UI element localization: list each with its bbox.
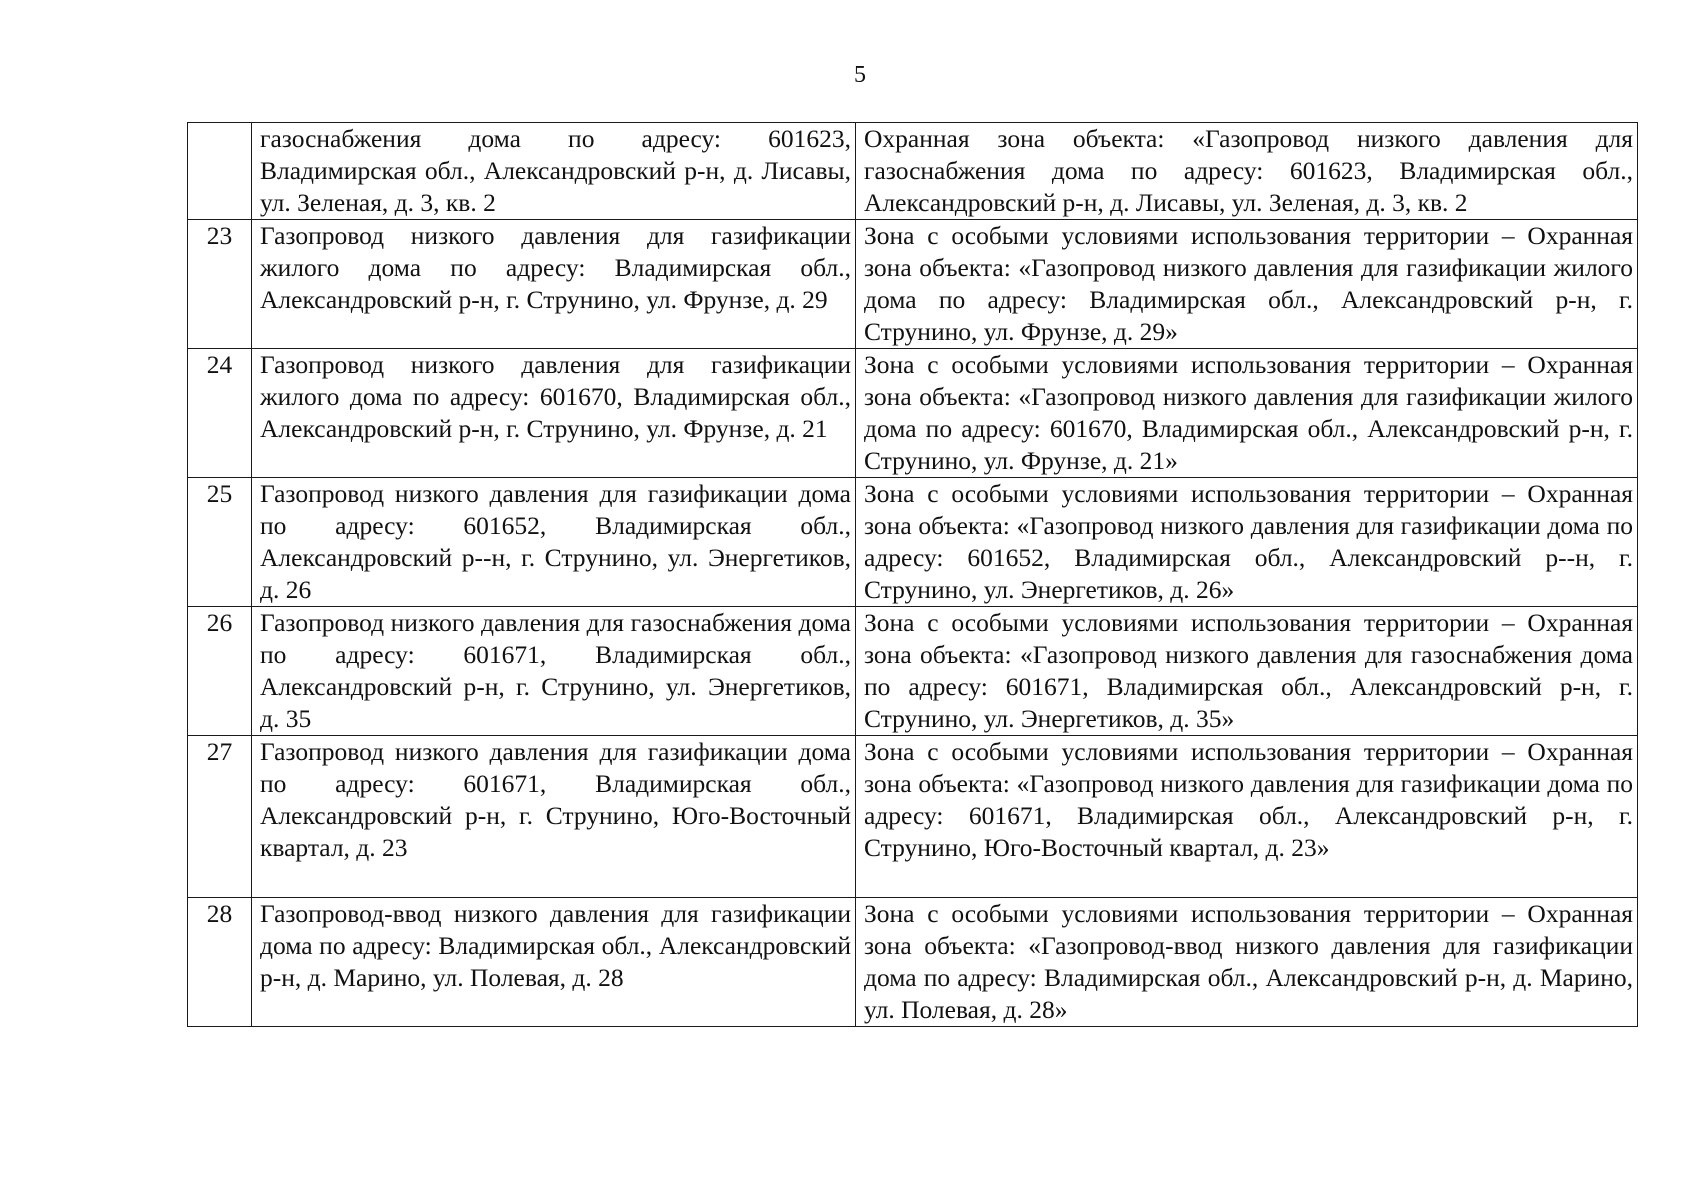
table-row [188, 123, 1638, 220]
object-description-cell: Газопровод-ввод низкого давления для газификации дома по адресу: Владимирская обл., Александровский р-н, д. Марино, ул. Полевая, д. 28 [252, 898, 856, 1027]
row-number-cell: 24 [188, 349, 252, 478]
zone-description-cell: Зона с особыми условиями использования территории – Охранная зона объекта: «Газопровод низкого давления для газификации жилого дома по адресу: Владимирская обл., Александровский р-н, г. Струнино, ул. Фрунзе, д. 29» [856, 220, 1638, 349]
zones-table [187, 122, 1638, 1027]
page-number: 5 [854, 62, 866, 88]
zone-description-cell: Зона с особыми условиями использования территории – Охранная зона объекта: «Газопровод низкого давления для газификации дома по адресу: 601652, Владимирская обл., Александровский р--н, г. Струнино, ул. Энергетиков, д. 26» [856, 478, 1638, 607]
zone-description-cell: Зона с особыми условиями использования территории – Охранная зона объекта: «Газопровод низкого давления для газификации жилого дома по адресу: 601670, Владимирская обл., Александровский р-н, г. Струнино, ул. Фрунзе, д. 21» [856, 349, 1638, 478]
object-description-cell: Газопровод низкого давления для газификации дома по адресу: 601652, Владимирская обл., Александровский р--н, г. Струнино, ул. Энергетиков, д. 26 [252, 478, 856, 607]
row-number-cell: 23 [188, 220, 252, 349]
table-row [188, 736, 1638, 898]
row-number-cell [188, 123, 252, 220]
object-description-cell: Газопровод низкого давления для газификации дома по адресу: 601671, Владимирская обл., Александровский р-н, г. Струнино, Юго-Восточный квартал, д. 23 [252, 736, 856, 898]
row-number-cell: 27 [188, 736, 252, 898]
zone-description-cell: Зона с особыми условиями использования территории – Охранная зона объекта: «Газопровод-ввод низкого давления для газификации дома по адресу: Владимирская обл., Александровский р-н, д. Марино, ул. Полевая, д. 28» [856, 898, 1638, 1027]
table-row [188, 478, 1638, 607]
table-row [188, 607, 1638, 736]
table-row [188, 898, 1638, 1027]
object-description-cell: Газопровод низкого давления для газификации жилого дома по адресу: 601670, Владимирская обл., Александровский р-н, г. Струнино, ул. Фрунзе, д. 21 [252, 349, 856, 478]
row-number-cell: 26 [188, 607, 252, 736]
object-description-cell: Газопровод низкого давления для газоснабжения дома по адресу: 601671, Владимирская обл., Александровский р-н, г. Струнино, ул. Энергетиков, д. 35 [252, 607, 856, 736]
row-number-cell: 25 [188, 478, 252, 607]
zone-description-cell: Охранная зона объекта: «Газопровод низкого давления для газоснабжения дома по адресу: 601623, Владимирская обл., Александровский р-н, д. Лисавы, ул. Зеленая, д. 3, кв. 2 [856, 123, 1638, 220]
zone-description-cell: Зона с особыми условиями использования территории – Охранная зона объекта: «Газопровод низкого давления для газоснабжения дома по адресу: 601671, Владимирская обл., Александровский р-н, г. Струнино, ул. Энергетиков, д. 35» [856, 607, 1638, 736]
zone-description-cell: Зона с особыми условиями использования территории – Охранная зона объекта: «Газопровод низкого давления для газификации дома по адресу: 601671, Владимирская обл., Александровский р-н, г. Струнино, Юго-Восточный квартал, д. 23» [856, 736, 1638, 898]
object-description-cell: Газопровод низкого давления для газификации жилого дома по адресу: Владимирская обл., Александровский р-н, г. Струнино, ул. Фрунзе, д. 29 [252, 220, 856, 349]
object-description-cell: газоснабжения дома по адресу: 601623, Владимирская обл., Александровский р-н, д. Лисавы, ул. Зеленая, д. 3, кв. 2 [252, 123, 856, 220]
row-number-cell: 28 [188, 898, 252, 1027]
table-row [188, 349, 1638, 478]
table-row [188, 220, 1638, 349]
